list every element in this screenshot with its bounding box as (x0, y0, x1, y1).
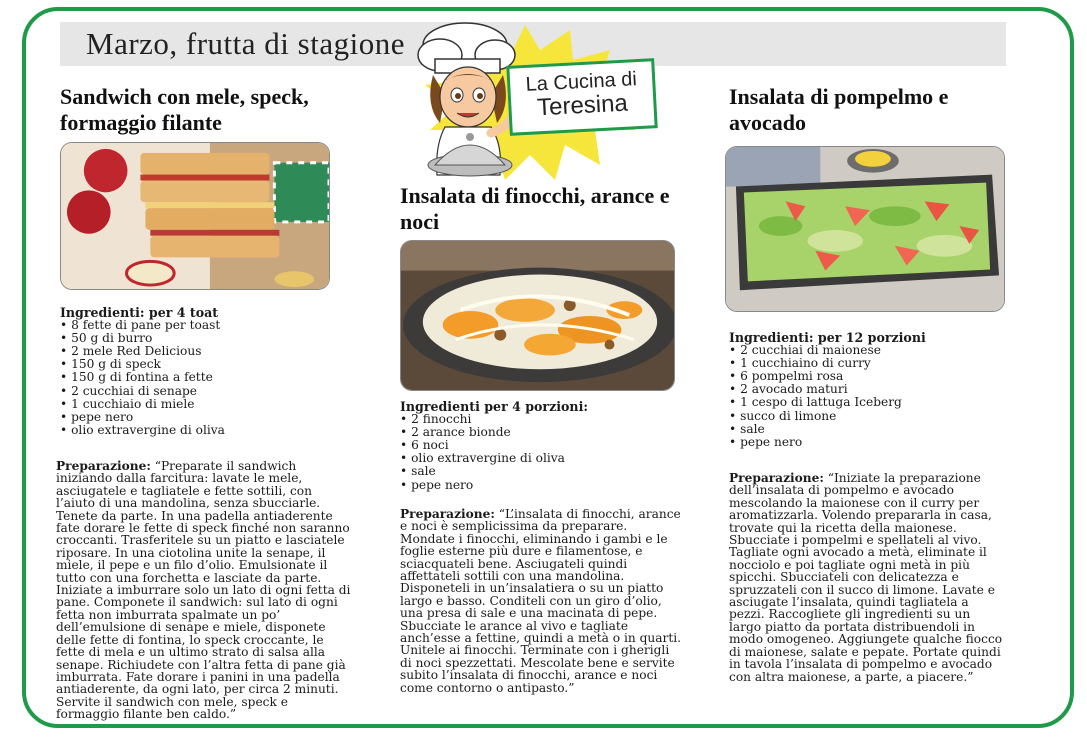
ingredients-list (60, 306, 360, 437)
ingredient-item: • 1 cespo di lattuga Iceberg (729, 396, 1019, 409)
ingredient-item: • succo di limone (729, 410, 1019, 423)
ingredient-item: • olio extravergine di oliva (400, 452, 690, 465)
logo (506, 58, 657, 136)
preparation-label: Preparazione: (729, 471, 824, 485)
ingredient-item: • olio extravergine di oliva (60, 424, 360, 437)
ingredients-list (729, 331, 1019, 449)
ingredient-item: • 6 noci (400, 439, 690, 452)
ingredients-header: Ingredienti per 4 porzioni: (400, 399, 588, 414)
logo-line-1: La Cucina di (525, 68, 638, 96)
ingredient-item: • 6 pompelmi rosa (729, 370, 1019, 383)
ingredient-item: • 2 arance bionde (400, 426, 690, 439)
ingredient-item: • 50 g di burro (60, 332, 360, 345)
preparation-label: Preparazione: (56, 459, 151, 473)
ingredient-item: • 2 finocchi (400, 413, 690, 426)
ingredient-item: • 8 fette di pane per toast (60, 319, 360, 332)
preparation-text (400, 508, 682, 694)
ingredients-header: Ingredienti: per 4 toat (60, 305, 219, 320)
ingredient-item: • 2 cucchiai di senape (60, 385, 360, 398)
recipe-title: Insalata di pompelmo e avocado (729, 84, 949, 135)
preparation-body: “L’insalata di finocchi, arance e noci è semplicissima da preparare. Mondate i finocchi, eliminando i gambi e le foglie esterne più dure e filamentose, e sciacquateli bene. Asciugateli quindi affettateli sottili con una mandolina. Disponeteli in un’insalatiera o su un piatto largo e basso. Conditeli con un giro d’olio, una presa di sale e una macinata di pepe. Sbucciate le arance al vivo e tagliate anch’esse a fettine, quindi a metà o in quarti. Unitele ai finocchi. Terminate con i gherigli di noci spezzettati. Mescolate bene e servite subito l’insalata di finocchi, arance e noci come contorno o antipasto.” (400, 507, 682, 695)
sandwich-photo (60, 142, 330, 290)
ingredients-header: Ingredienti: per 12 porzioni (729, 330, 926, 345)
ingredient-item: • 150 g di speck (60, 358, 360, 371)
ingredient-item: • 1 cucchiaino di curry (729, 357, 1019, 370)
grapefruit-avocado-photo (725, 146, 1005, 312)
ingredient-item: • pepe nero (60, 411, 360, 424)
recipe-title: Sandwich con mele, speck, formaggio filante (60, 84, 309, 135)
ingredients-list (400, 400, 690, 492)
preparation-text (729, 472, 1005, 683)
logo-line-2: Teresina (536, 89, 629, 122)
ingredient-item: • 150 g di fontina a fette (60, 371, 360, 384)
ingredient-item: • 2 cucchiai di maionese (729, 344, 1019, 357)
ingredient-item: • pepe nero (729, 436, 1019, 449)
ingredient-item: • 1 cucchiaio di miele (60, 398, 360, 411)
preparation-text (56, 460, 352, 721)
ingredient-item: • sale (729, 423, 1019, 436)
ingredient-item: • 2 mele Red Delicious (60, 345, 360, 358)
recipe-title: Insalata di finocchi, arance e noci (400, 183, 670, 234)
preparation-body: “Iniziate la preparazione dell’insalata di pompelmo e avocado mescolando la maionese con il curry per aromatizzarla. Volendo prepararla in casa, trovate qui la ricetta della maionese. Sbucciate i pompelmi e spellateli al vivo. Tagliate ogni avocado a metà, eliminate il nocciolo e poi tagliate ogni metà in più spicchi. Sbucciateli con delicatezza e spruzzateli con il succo di limone. Lavate e asciugate l’insalata, quindi tagliatela a pezzi. Raccogliete gli ingredienti su un largo piatto da portata distribuendoli in modo omogeneo. Aggiungete qualche fiocco di maionese, salate e pepate. Portate quindi in tavola l’insalata di pompelmo e avocado con altra maionese, a parte, a piacere.” (729, 471, 1003, 684)
fennel-salad-photo (400, 240, 675, 391)
preparation-label: Preparazione: (400, 507, 495, 521)
page-title: Marzo, frutta di stagione (86, 26, 405, 61)
ingredient-item: • sale (400, 465, 690, 478)
ingredient-item: • 2 avocado maturi (729, 383, 1019, 396)
preparation-body: “Preparate il sandwich iniziando dalla farcitura: lavate le mele, asciugatele e tagliatele e fette sottili, con l’aiuto di una mandolina, senza sbucciarle. Tenete da parte. In una padella antiaderente fate dorare le fette di speck finché non saranno croccanti. Trasferitele su un piatto e lasciatele riposare. In una ciotolina unite la senape, il miele, il pepe e un filo d’olio. Emulsionate il tutto con una forchetta e lasciate da parte. Iniziate a imburrare solo un lato di ogni fetta di pane. Componete il sandwich: sul lato di ogni fetta non imburrata spalmate un po’ dell’emulsione di senape e miele, disponete delle fette di fontina, lo speck croccante, le fette di mela e un ultimo strato di salsa alla senape. Richiudete con l’altra fetta di pane già imburrata. Fate dorare i panini in una padella antiaderente, da ogni lato, per circa 2 minuti. Servite il sandwich con mele, speck e formaggio filante ben caldo.” (56, 459, 351, 722)
ingredient-item: • pepe nero (400, 479, 690, 492)
